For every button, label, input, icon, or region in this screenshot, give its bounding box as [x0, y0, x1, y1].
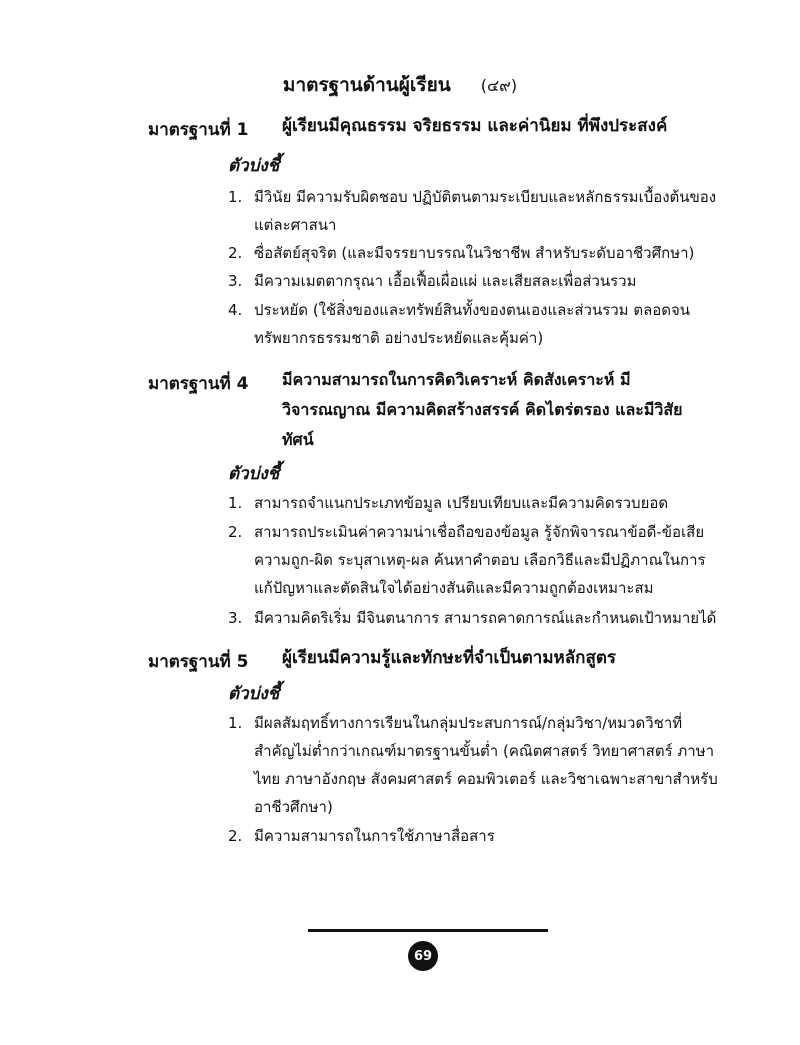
standard-4-item-3: [228, 604, 718, 632]
item-number: 1.: [228, 714, 243, 732]
standard-1-indicator-heading: ตัวบ่งชี้: [228, 156, 280, 176]
item-number: 1.: [228, 494, 243, 512]
item-number: 3.: [228, 272, 243, 290]
item-number: 4.: [228, 301, 243, 319]
standard-4-indicator-heading: ตัวบ่งชี้: [228, 464, 280, 484]
item-number: 2.: [228, 523, 243, 541]
standard-1-label: มาตรฐานที่ 1: [148, 120, 249, 140]
item-text: มีความเมตตากรุณา เอื้อเฟื้อเผื่อแผ่ และเสียสละเพื่อส่วนรวม: [254, 272, 637, 290]
item-text: มีความคิดริเริ่ม มีจินตนาการ สามารถคาดการณ์และกำหนดเป้าหมายได้: [254, 609, 717, 627]
standard-4-item-2: [228, 518, 718, 602]
standard-1-item-3: [228, 267, 718, 295]
item-number: 1.: [228, 188, 243, 206]
standard-1-item-2: [228, 239, 718, 267]
standard-5-item-2: [228, 822, 718, 850]
standard-1-item-1: [228, 183, 718, 239]
item-text: สามารถจำแนกประเภทข้อมูล เปรียบเทียบและมีความคิดรวบยอด: [254, 494, 669, 512]
footer-rule: [308, 929, 548, 932]
item-number: 2.: [228, 827, 243, 845]
item-text: สามารถประเมินค่าความน่าเชื่อถือของข้อมูล รู้จักพิจารณาข้อดี-ข้อเสีย ความถูก-ผิด ระบุสาเหตุ-ผล ค้นหาคำตอบ เลือกวิธีและมีปฏิภาณในการแก้ปัญหาและตัดสินใจได้อย่างสันติและมีความถูกต้องเหมาะสม: [254, 523, 706, 597]
page-title: [0, 70, 800, 100]
standard-5-text: ผู้เรียนมีความรู้และทักษะที่จำเป็นตามหลักสูตร: [282, 648, 617, 668]
standard-4-label: มาตรฐานที่ 4: [148, 374, 249, 394]
page-title-text: มาตรฐานด้านผู้เรียน: [282, 74, 451, 96]
standard-1-text: ผู้เรียนมีคุณธรรม จริยธรรม และค่านิยม ที่พึงประสงค์: [282, 116, 668, 136]
item-text: ซื่อสัตย์สุจริต (และมีจรรยาบรรณในวิชาชีพ สำหรับระดับอาชีวศึกษา): [254, 244, 695, 262]
item-text: มีวินัย มีความรับผิดชอบ ปฏิบัติตนตามระเบียบและหลักธรรมเบื้องต้นของแต่ละศาสนา: [254, 188, 717, 234]
item-text: มีผลสัมฤทธิ์ทางการเรียนในกลุ่มประสบการณ์/กลุ่มวิชา/หมวดวิชาที่สำคัญไม่ต่ำกว่าเกณฑ์มาตรฐานขั้นต่ำ (คณิตศาสตร์ วิทยาศาสตร์ ภาษาไทย ภาษาอังกฤษ สังคมศาสตร์ คอมพิวเตอร์ และวิชาเฉพาะสาขาสำหรับอาชีวศึกษา): [254, 714, 718, 816]
page-title-number: (๔๙): [480, 76, 518, 95]
item-number: 3.: [228, 609, 243, 627]
item-text: ประหยัด (ใช้สิ่งของและทรัพย์สินทั้งของตนเองและส่วนรวม ตลอดจนทรัพยากรธรรมชาติ อย่างประหยัดและคุ้มค่า): [254, 301, 691, 347]
standard-5-label: มาตรฐานที่ 5: [148, 652, 249, 672]
standard-5-indicator-heading: ตัวบ่งชี้: [228, 684, 280, 704]
page-number-badge: 69: [408, 941, 438, 971]
standard-4-item-1: [228, 489, 718, 517]
item-text: มีความสามารถในการใช้ภาษาสื่อสาร: [254, 827, 495, 845]
standard-1-item-4: [228, 296, 718, 352]
item-number: 2.: [228, 244, 243, 262]
standard-5-item-1: [228, 709, 718, 821]
standard-4-text: มีความสามารถในการคิดวิเคราะห์ คิดสังเคราะห์ มีวิจารณญาณ มีความคิดสร้างสรรค์ คิดไตร่ตรอง และมีวิสัยทัศน์: [282, 370, 683, 449]
